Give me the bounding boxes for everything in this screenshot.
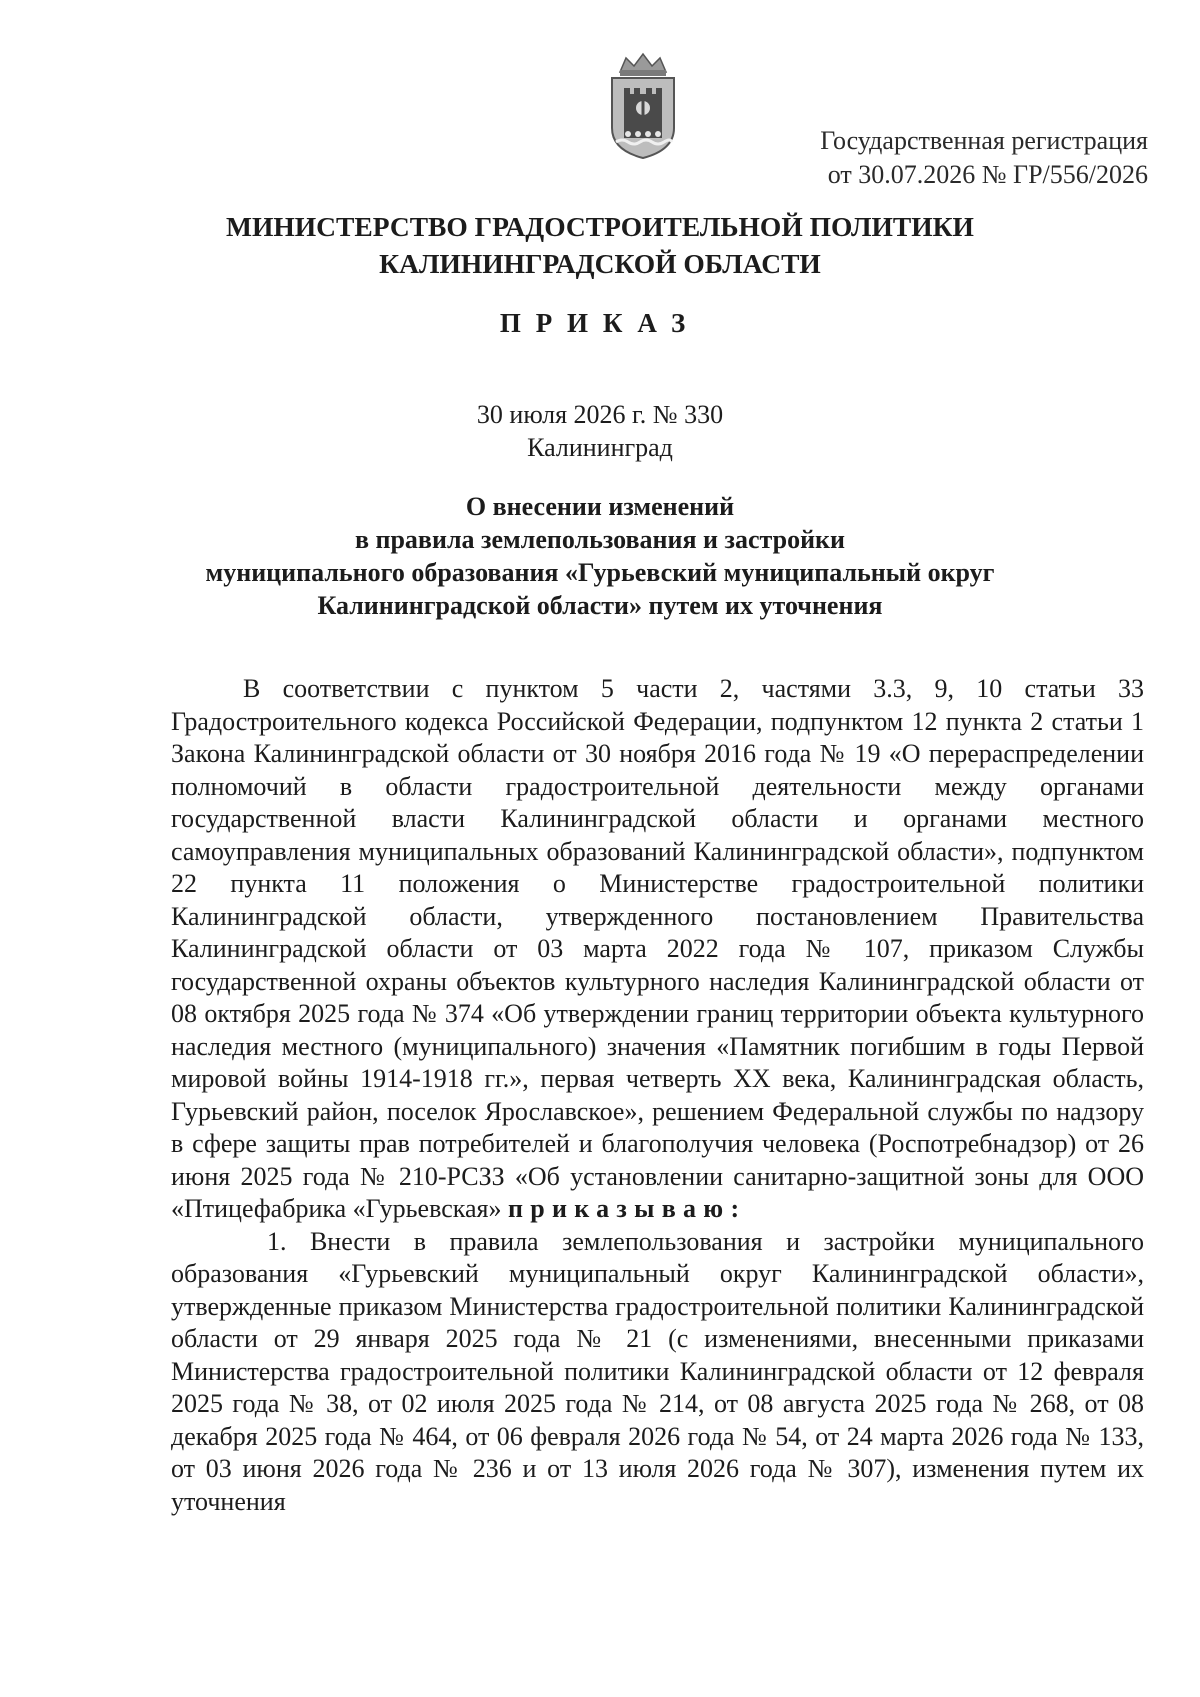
document-subject: [0, 490, 1200, 622]
date-and-number: 30 июля 2026 г. № 330: [476, 400, 724, 429]
document-body: [171, 673, 1144, 1518]
document-type: ПРИКАЗ: [499, 308, 701, 338]
ministry-name-line1: МИНИСТЕРСТВО ГРАДОСТРОИТЕЛЬНОЙ ПОЛИТИКИ: [226, 211, 974, 242]
subject-line2: в правила землепользования и застройки: [354, 525, 846, 554]
order-colon: :: [730, 1194, 740, 1223]
registration-stamp: [820, 124, 1148, 192]
item-1-paragraph: 1. Внести в правила землепользования и застройки муниципального образования «Гурьевский муниципальный округ Калининградской области», утвержденные приказом Министерства градостроительной политики Калининградской области от 29 января 2025 года № 21 (с изменениями, внесенными приказами Министерства градостроительной политики Калининградской области от 12 февраля 2025 года № 38, от 02 июля 2025 года № 214, от 08 августа 2025 года № 268, от 08 декабря 2025 года № 464, от 06 февраля 2026 года № 54, от 24 марта 2026 года № 133, от 03 июня 2026 года № 236 и от 13 июля 2026 года № 307), изменения путем их уточнения: [171, 1226, 1144, 1516]
ministry-name: [0, 208, 1200, 282]
preamble-paragraph: [171, 673, 1144, 1226]
order-word: приказываю: [507, 1194, 731, 1223]
city-name: Калининград: [527, 433, 673, 462]
subject-line1: О внесении изменений: [465, 492, 735, 521]
registration-label: Государственная регистрация: [820, 126, 1148, 155]
preamble-text: В соответствии с пунктом 5 части 2, частями 3.3, 9, 10 статьи 33 Градостроительного кодекса Российской Федерации, подпунктом 12 пункта 2 статьи 1 Закона Калининградской области от 30 ноября 2016 года № 19 «О перераспределении полномочий в области градостроительной деятельности между органами государственной власти Калининградской области и органами местного самоуправления муниципальных образований Калининградской области», подпунктом 22 пункта 11 положения о Министерстве градостроительной политики Калининградской области, утвержденного постановлением Правительства Калининградской области от 03 марта 2022 года № 107, приказом Службы государственной охраны объектов культурного наследия Калининградской области от 08 октября 2025 года № 374 «Об утверждении границ территории объекта культурного наследия местного (муниципального) значения «Памятник погибшим в годы Первой мировой войны 1914-1918 гг.», первая четверть XX века, Калининградская область, Гурьевский район, поселок Ярославское», решением Федеральной службы по надзору в сфере защиты прав потребителей и благополучия человека (Роспотребнадзор) от 26 июня 2025 года № 210-РСЗЗ «Об установлении санитарно-защитной зоны для ООО «Птицефабрика «Гурьевская»: [171, 674, 1144, 1223]
registration-number: от 30.07.2026 № ГР/556/2026: [827, 160, 1148, 189]
date-number-block: [0, 398, 1200, 464]
subject-line4: Калининградской области» путем их уточнения: [317, 591, 883, 620]
coat-of-arms-emblem: [598, 50, 688, 162]
subject-line3: муниципального образования «Гурьевский муниципальный округ: [205, 558, 995, 587]
ministry-name-line2: КАЛИНИНГРАДСКОЙ ОБЛАСТИ: [379, 248, 821, 279]
